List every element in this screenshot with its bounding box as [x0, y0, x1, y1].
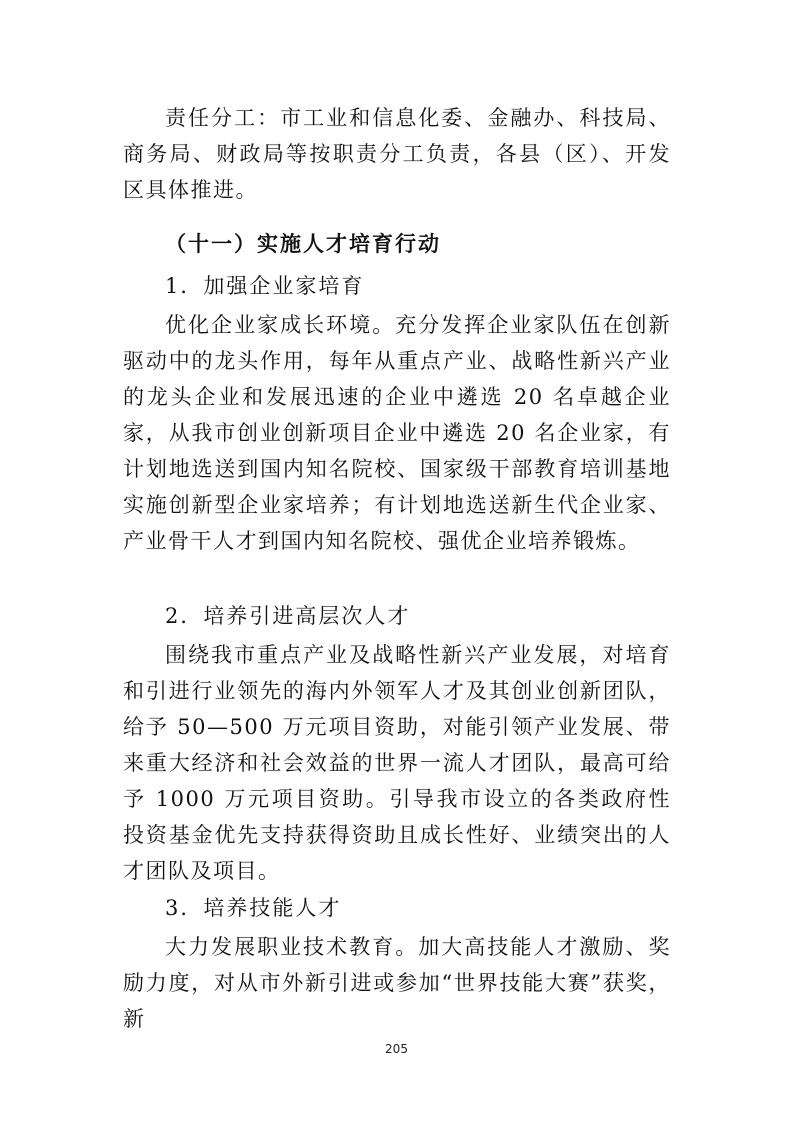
subsection-heading-2: 2．培养引进高层次人才: [165, 604, 411, 628]
page-number: 205: [385, 1042, 408, 1056]
responsibility-paragraph: 责任分工：市工业和信息化委、金融办、科技局、商务局、财政局等按职责分工负责，各县（区）、开发区具体推进。: [123, 106, 671, 202]
subsection-heading-1: 1．加强企业家培育: [165, 274, 365, 298]
talent-paragraph: 围绕我市重点产业及战略性新兴产业发展，对培育和引进行业领先的海内外领军人才及其创业创新团队，给予 50—500 万元项目资助，对能引领产业发展、带来重大经济和社会效益的世界一流人才团队，最高可给予 1000 万元项目资助。引导我市设立的各类政府性投资基金优先支持获得资助且成长性好、业绩突出的人才团队及项目。: [123, 643, 671, 883]
section-heading: （十一）实施人才培育行动: [165, 232, 441, 256]
skills-paragraph: 大力发展职业技术教育。加大高技能人才激励、奖励力度，对从市外新引进或参加“世界技能大赛”获奖，新: [123, 935, 671, 1031]
entrepreneur-paragraph: 优化企业家成长环境。充分发挥企业家队伍在创新驱动中的龙头作用，每年从重点产业、战略性新兴产业的龙头企业和发展迅速的企业中遴选 20 名卓越企业家，从我市创业创新项目企业中遴选 20 名企业家，有计划地选送到国内知名院校、国家级干部教育培训基地实施创新型企业家培养；有计划地选送新生代企业家、产业骨干人才到国内知名院校、强优企业培养锻炼。: [123, 313, 671, 553]
subsection-heading-3: 3．培养技能人才: [165, 896, 342, 920]
